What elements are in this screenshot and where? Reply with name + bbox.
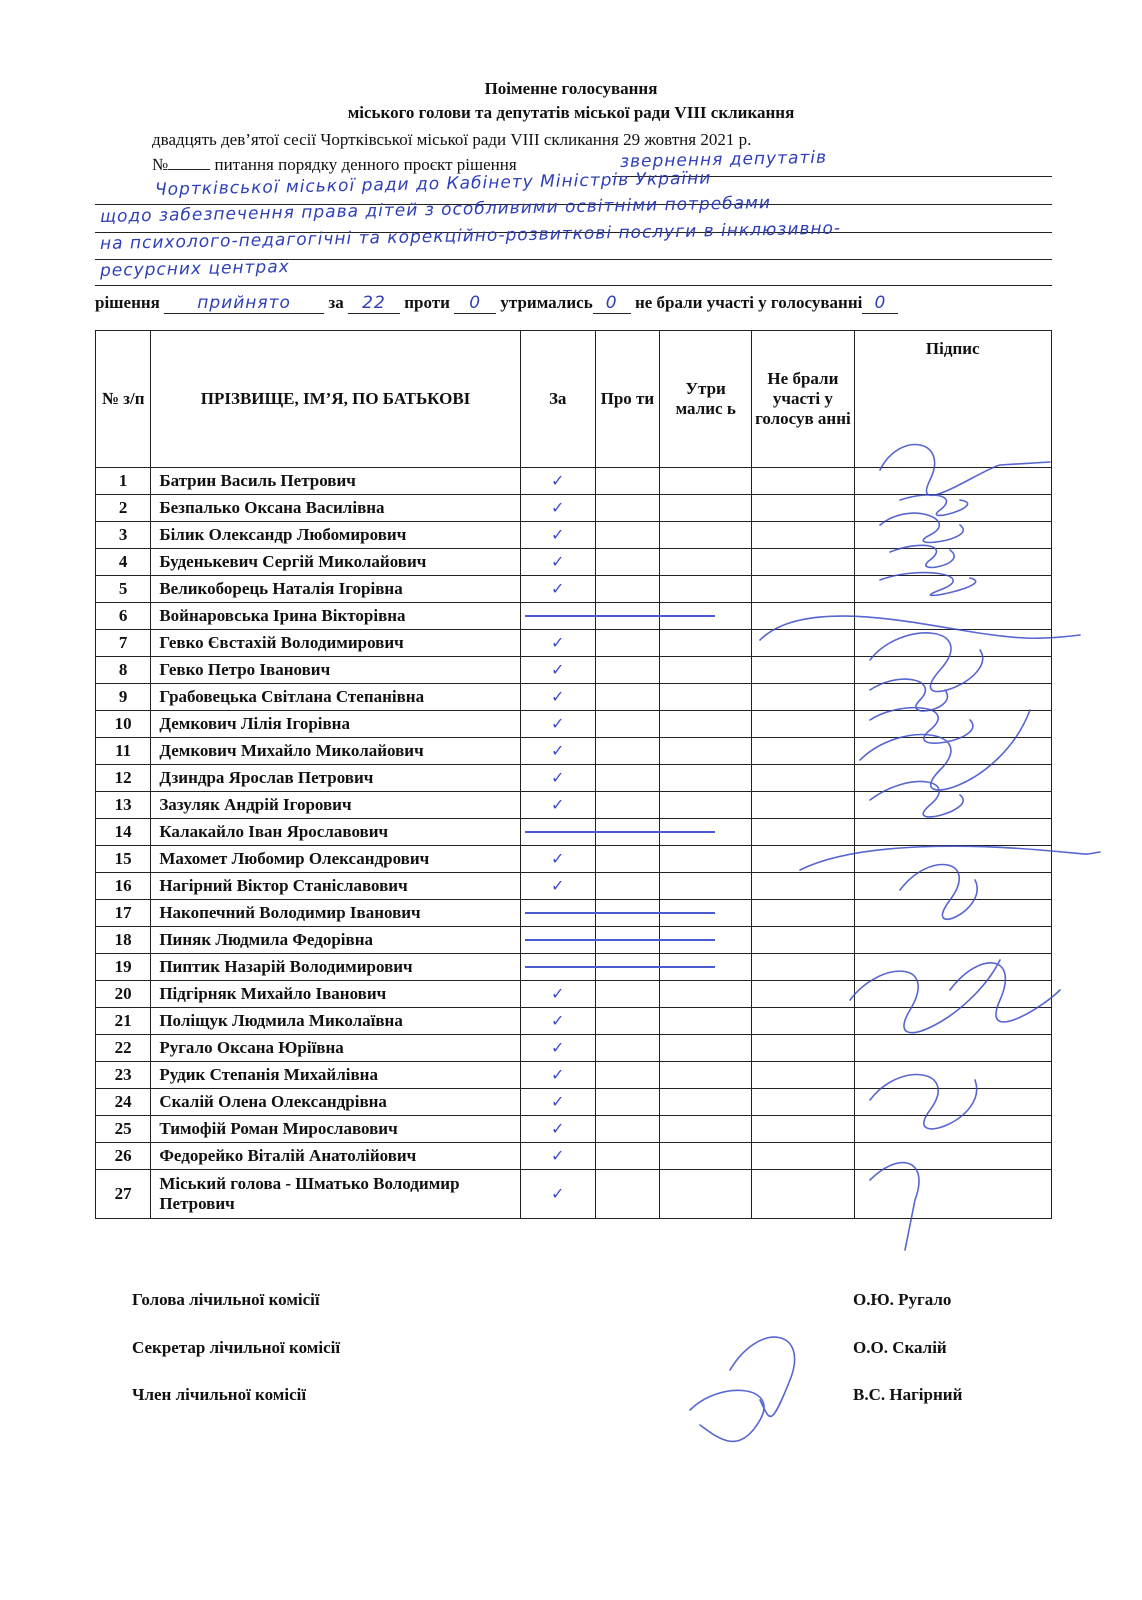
vote-cell-against <box>595 630 659 657</box>
decision-line <box>95 293 898 314</box>
check-mark-icon: ✓ <box>550 552 565 571</box>
handwritten-topic-line-4: на психолого-педагогічні та корекційно-розвиткові послуги в інклюзивно- <box>99 218 842 254</box>
row-name: Гевко Петро Іванович <box>151 657 520 684</box>
row-name: Зазуляк Андрій Ігорович <box>151 792 520 819</box>
vote-cell-not-voted <box>752 684 854 711</box>
row-name: Рудик Степанія Михайлівна <box>151 1062 520 1089</box>
vote-cell-not-voted <box>752 792 854 819</box>
table-row <box>96 927 1052 954</box>
signature-cell <box>854 765 1051 792</box>
check-mark-icon: ✓ <box>550 1119 565 1138</box>
signature-cell <box>854 981 1051 1008</box>
signature-cell <box>854 468 1051 495</box>
absent-dash-line <box>525 939 715 941</box>
table-row <box>96 1170 1052 1219</box>
table-row <box>96 981 1052 1008</box>
vote-cell-abstained <box>660 873 752 900</box>
row-number: 5 <box>96 576 151 603</box>
check-mark-icon: ✓ <box>550 1011 565 1030</box>
check-mark-icon: ✓ <box>550 498 565 517</box>
table-row <box>96 657 1052 684</box>
vote-cell-for <box>520 711 595 738</box>
decision-value: прийнято <box>164 293 324 314</box>
vote-cell-for <box>520 630 595 657</box>
vote-cell-against <box>595 522 659 549</box>
vote-cell-not-voted <box>752 873 854 900</box>
header-for: За <box>520 331 595 468</box>
vote-cell-for <box>520 954 595 981</box>
secretary-label: Секретар лічильної комісії <box>132 1338 341 1357</box>
question-line <box>152 155 517 175</box>
row-number: 14 <box>96 819 151 846</box>
row-name: Пиняк Людмила Федорівна <box>151 927 520 954</box>
vote-cell-not-voted <box>752 603 854 630</box>
row-number: 15 <box>96 846 151 873</box>
header-num: № з/п <box>96 331 151 468</box>
vote-cell-not-voted <box>752 1116 854 1143</box>
signature-cell <box>854 576 1051 603</box>
table-row <box>96 684 1052 711</box>
header-signature: Підпис <box>854 331 1051 468</box>
vote-cell-for <box>520 900 595 927</box>
check-mark-icon: ✓ <box>550 579 565 598</box>
vote-cell-abstained <box>660 846 752 873</box>
row-name: Махомет Любомир Олександрович <box>151 846 520 873</box>
vote-cell-not-voted <box>752 630 854 657</box>
signature-cell <box>854 954 1051 981</box>
row-number: 26 <box>96 1143 151 1170</box>
vote-cell-against <box>595 468 659 495</box>
vote-cell-against <box>595 495 659 522</box>
question-number-prefix: № <box>152 155 169 174</box>
header-abstained: Утри малис ь <box>660 331 752 468</box>
row-name: Безпалько Оксана Василівна <box>151 495 520 522</box>
vote-cell-not-voted <box>752 1008 854 1035</box>
table-row <box>96 522 1052 549</box>
for-count: 22 <box>348 293 400 314</box>
signature-cell <box>854 1089 1051 1116</box>
signature-cell <box>854 738 1051 765</box>
row-name: Грабовецька Світлана Степанівна <box>151 684 520 711</box>
vote-cell-against <box>595 1035 659 1062</box>
absent-dash-line <box>525 912 715 914</box>
vote-cell-not-voted <box>752 576 854 603</box>
table-row <box>96 630 1052 657</box>
check-mark-icon: ✓ <box>550 471 565 490</box>
vote-cell-abstained <box>660 630 752 657</box>
signature-cell <box>854 927 1051 954</box>
row-number: 20 <box>96 981 151 1008</box>
vote-cell-for <box>520 846 595 873</box>
not-voted-label: не брали участі у голосуванні <box>634 293 863 312</box>
table-body <box>96 468 1052 1219</box>
table-row <box>96 549 1052 576</box>
vote-cell-against <box>595 981 659 1008</box>
vote-cell-for <box>520 522 595 549</box>
row-number: 13 <box>96 792 151 819</box>
absent-dash-line <box>525 966 715 968</box>
row-number: 11 <box>96 738 151 765</box>
vote-cell-not-voted <box>752 954 854 981</box>
vote-cell-not-voted <box>752 1170 854 1219</box>
against-label: проти <box>404 293 450 312</box>
table-row <box>96 1143 1052 1170</box>
row-number: 12 <box>96 765 151 792</box>
vote-cell-not-voted <box>752 819 854 846</box>
row-number: 23 <box>96 1062 151 1089</box>
vote-cell-abstained <box>660 738 752 765</box>
check-mark-icon: ✓ <box>550 1184 565 1203</box>
vote-cell-not-voted <box>752 765 854 792</box>
vote-cell-not-voted <box>752 981 854 1008</box>
vote-cell-for <box>520 1116 595 1143</box>
row-name: Міський голова - Шматько Володимир Петрович <box>151 1170 520 1219</box>
vote-cell-not-voted <box>752 711 854 738</box>
vote-cell-abstained <box>660 549 752 576</box>
vote-cell-against <box>595 1008 659 1035</box>
abstained-label: утримались <box>500 293 593 312</box>
handwritten-topic-line-1: звернення депутатів <box>619 147 828 172</box>
vote-cell-against <box>595 711 659 738</box>
row-name: Пиптик Назарій Володимирович <box>151 954 520 981</box>
vote-cell-for <box>520 819 595 846</box>
vote-cell-for <box>520 1008 595 1035</box>
member-name: В.С. Нагірний <box>853 1385 963 1404</box>
table-row <box>96 468 1052 495</box>
header-not-voted: Не брали участі у голосув анні <box>752 331 854 468</box>
row-name: Накопечний Володимир Іванович <box>151 900 520 927</box>
vote-cell-not-voted <box>752 549 854 576</box>
row-name: Калакайло Іван Ярославович <box>151 819 520 846</box>
signature-cell <box>854 792 1051 819</box>
signature-cell <box>854 1170 1051 1219</box>
row-name: Гевко Євстахій Володимирович <box>151 630 520 657</box>
row-number: 16 <box>96 873 151 900</box>
vote-cell-against <box>595 657 659 684</box>
row-name: Буденькевич Сергій Миколайович <box>151 549 520 576</box>
session-line: двадцять дев’ятої сесії Чортківської міської ради VIII скликання 29 жовтня 2021 р. <box>152 130 752 149</box>
row-name: Тимофій Роман Мирославович <box>151 1116 520 1143</box>
signature-cell <box>854 1143 1051 1170</box>
table-row <box>96 819 1052 846</box>
signature-cell <box>854 1008 1051 1035</box>
row-name: Нагірний Віктор Станіславович <box>151 873 520 900</box>
signature-cell <box>854 495 1051 522</box>
check-mark-icon: ✓ <box>550 795 565 814</box>
vote-cell-against <box>595 792 659 819</box>
row-name: Поліщук Людмила Миколаївна <box>151 1008 520 1035</box>
row-number: 10 <box>96 711 151 738</box>
vote-cell-for <box>520 576 595 603</box>
row-name: Демкович Лілія Ігорівна <box>151 711 520 738</box>
row-name: Підгірняк Михайло Іванович <box>151 981 520 1008</box>
row-number: 8 <box>96 657 151 684</box>
vote-cell-against <box>595 684 659 711</box>
row-number: 24 <box>96 1089 151 1116</box>
signature-cell <box>854 657 1051 684</box>
check-mark-icon: ✓ <box>550 768 565 787</box>
vote-cell-abstained <box>660 1170 752 1219</box>
vote-cell-for <box>520 1035 595 1062</box>
document-subtitle: міського голови та депутатів міської ради VIII скликання <box>347 103 795 122</box>
check-mark-icon: ✓ <box>550 660 565 679</box>
for-label: за <box>328 293 344 312</box>
check-mark-icon: ✓ <box>550 741 565 760</box>
row-number: 27 <box>96 1170 151 1219</box>
vote-cell-for <box>520 1062 595 1089</box>
vote-cell-abstained <box>660 765 752 792</box>
vote-cell-for <box>520 738 595 765</box>
check-mark-icon: ✓ <box>550 1038 565 1057</box>
vote-cell-abstained <box>660 495 752 522</box>
against-count: 0 <box>454 293 496 314</box>
vote-cell-for <box>520 1143 595 1170</box>
row-number: 25 <box>96 1116 151 1143</box>
signature-cell <box>854 846 1051 873</box>
table-row <box>96 711 1052 738</box>
vote-cell-against <box>595 846 659 873</box>
vote-cell-for <box>520 981 595 1008</box>
row-number: 1 <box>96 468 151 495</box>
table-row <box>96 792 1052 819</box>
vote-cell-abstained <box>660 576 752 603</box>
vote-cell-against <box>595 1089 659 1116</box>
signature-19 <box>690 1390 764 1441</box>
row-number: 9 <box>96 684 151 711</box>
vote-cell-not-voted <box>752 738 854 765</box>
vote-cell-abstained <box>660 1035 752 1062</box>
not-voted-count: 0 <box>862 293 898 314</box>
signature-cell <box>854 603 1051 630</box>
vote-cell-not-voted <box>752 522 854 549</box>
vote-cell-not-voted <box>752 1062 854 1089</box>
signature-cell <box>854 819 1051 846</box>
vote-cell-abstained <box>660 657 752 684</box>
vote-cell-not-voted <box>752 900 854 927</box>
vote-cell-abstained <box>660 522 752 549</box>
chair-name: О.Ю. Ругало <box>853 1290 952 1309</box>
row-number: 19 <box>96 954 151 981</box>
vote-cell-not-voted <box>752 1089 854 1116</box>
signature-cell <box>854 630 1051 657</box>
vote-cell-against <box>595 873 659 900</box>
vote-cell-against <box>595 765 659 792</box>
vote-cell-against <box>595 738 659 765</box>
vote-cell-abstained <box>660 684 752 711</box>
vote-cell-not-voted <box>752 657 854 684</box>
table-row <box>96 603 1052 630</box>
vote-cell-for <box>520 657 595 684</box>
table-row <box>96 495 1052 522</box>
signature-cell <box>854 900 1051 927</box>
vote-cell-against <box>595 1143 659 1170</box>
decision-label: рішення <box>95 293 160 312</box>
question-label: питання порядку денного проєкт рішення <box>214 155 517 174</box>
check-mark-icon: ✓ <box>550 984 565 1003</box>
signature-cell <box>854 1062 1051 1089</box>
check-mark-icon: ✓ <box>550 849 565 868</box>
check-mark-icon: ✓ <box>550 1092 565 1111</box>
table-row <box>96 576 1052 603</box>
member-label: Член лічильної комісії <box>132 1385 307 1404</box>
secretary-name: О.О. Скалій <box>853 1338 947 1357</box>
vote-cell-against <box>595 1116 659 1143</box>
row-number: 22 <box>96 1035 151 1062</box>
vote-cell-not-voted <box>752 846 854 873</box>
table-row <box>96 1008 1052 1035</box>
check-mark-icon: ✓ <box>550 1146 565 1165</box>
document-title: Поіменне голосування <box>484 79 658 98</box>
row-number: 7 <box>96 630 151 657</box>
table-row <box>96 873 1052 900</box>
vote-cell-for <box>520 1089 595 1116</box>
row-name: Скалій Олена Олександрівна <box>151 1089 520 1116</box>
vote-cell-abstained <box>660 1008 752 1035</box>
vote-cell-for <box>520 873 595 900</box>
vote-cell-abstained <box>660 1089 752 1116</box>
vote-cell-for <box>520 603 595 630</box>
signature-cell <box>854 873 1051 900</box>
table-row <box>96 900 1052 927</box>
vote-cell-not-voted <box>752 495 854 522</box>
row-number: 6 <box>96 603 151 630</box>
row-name: Великоборець Наталія Ігорівна <box>151 576 520 603</box>
vote-cell-against <box>595 549 659 576</box>
vote-cell-abstained <box>660 1116 752 1143</box>
voting-table <box>95 330 1052 1219</box>
vote-cell-abstained <box>660 792 752 819</box>
vote-cell-for <box>520 1170 595 1219</box>
row-name: Федорейко Віталій Анатолійович <box>151 1143 520 1170</box>
signature-cell <box>854 684 1051 711</box>
row-number: 21 <box>96 1008 151 1035</box>
row-number: 18 <box>96 927 151 954</box>
row-number: 17 <box>96 900 151 927</box>
question-number-blank <box>168 155 210 170</box>
check-mark-icon: ✓ <box>550 876 565 895</box>
table-row <box>96 1116 1052 1143</box>
vote-cell-for <box>520 549 595 576</box>
vote-cell-against <box>595 576 659 603</box>
row-number: 3 <box>96 522 151 549</box>
handwritten-topic-line-2: Чортківської міської ради до Кабінету Міністрів України <box>154 168 712 200</box>
check-mark-icon: ✓ <box>550 633 565 652</box>
handwritten-topic-line-3: щодо забезпечення права дітей з особливими освітніми потребами <box>99 192 772 227</box>
check-mark-icon: ✓ <box>550 687 565 706</box>
chair-label: Голова лічильної комісії <box>132 1290 320 1309</box>
table-row <box>96 1035 1052 1062</box>
vote-cell-for <box>520 468 595 495</box>
signature-cell <box>854 1035 1051 1062</box>
table-row <box>96 1089 1052 1116</box>
vote-cell-for <box>520 792 595 819</box>
check-mark-icon: ✓ <box>550 525 565 544</box>
vote-cell-for <box>520 684 595 711</box>
table-row <box>96 1062 1052 1089</box>
table-row <box>96 738 1052 765</box>
check-mark-icon: ✓ <box>550 714 565 733</box>
row-name: Білик Олександр Любомирович <box>151 522 520 549</box>
row-number: 4 <box>96 549 151 576</box>
topic-underline-5 <box>95 285 1052 286</box>
signature-18 <box>730 1337 795 1416</box>
vote-cell-abstained <box>660 1143 752 1170</box>
absent-dash-line <box>525 615 715 617</box>
table-header-row <box>96 331 1052 468</box>
check-mark-icon: ✓ <box>550 1065 565 1084</box>
handwritten-topic-line-5: ресурсних центрах <box>99 257 290 281</box>
row-name: Демкович Михайло Миколайович <box>151 738 520 765</box>
table-row <box>96 765 1052 792</box>
absent-dash-line <box>525 831 715 833</box>
signature-cell <box>854 522 1051 549</box>
vote-cell-abstained <box>660 1062 752 1089</box>
row-name: Дзиндра Ярослав Петрович <box>151 765 520 792</box>
signature-cell <box>854 549 1051 576</box>
vote-cell-for <box>520 765 595 792</box>
signature-cell <box>854 1116 1051 1143</box>
table-row <box>96 954 1052 981</box>
vote-cell-for <box>520 927 595 954</box>
header-name: ПРІЗВИЩЕ, ІМ’Я, ПО БАТЬКОВІ <box>151 331 520 468</box>
vote-cell-not-voted <box>752 1143 854 1170</box>
header-against: Про ти <box>595 331 659 468</box>
vote-cell-against <box>595 1062 659 1089</box>
vote-cell-abstained <box>660 468 752 495</box>
abstained-count: 0 <box>593 293 631 314</box>
vote-cell-not-voted <box>752 468 854 495</box>
vote-cell-not-voted <box>752 1035 854 1062</box>
vote-cell-against <box>595 1170 659 1219</box>
vote-cell-abstained <box>660 711 752 738</box>
signature-cell <box>854 711 1051 738</box>
row-name: Батрин Василь Петрович <box>151 468 520 495</box>
vote-cell-abstained <box>660 981 752 1008</box>
table-row <box>96 846 1052 873</box>
vote-cell-for <box>520 495 595 522</box>
vote-cell-not-voted <box>752 927 854 954</box>
row-name: Войнаровська Ірина Вікторівна <box>151 603 520 630</box>
row-name: Ругало Оксана Юріївна <box>151 1035 520 1062</box>
row-number: 2 <box>96 495 151 522</box>
